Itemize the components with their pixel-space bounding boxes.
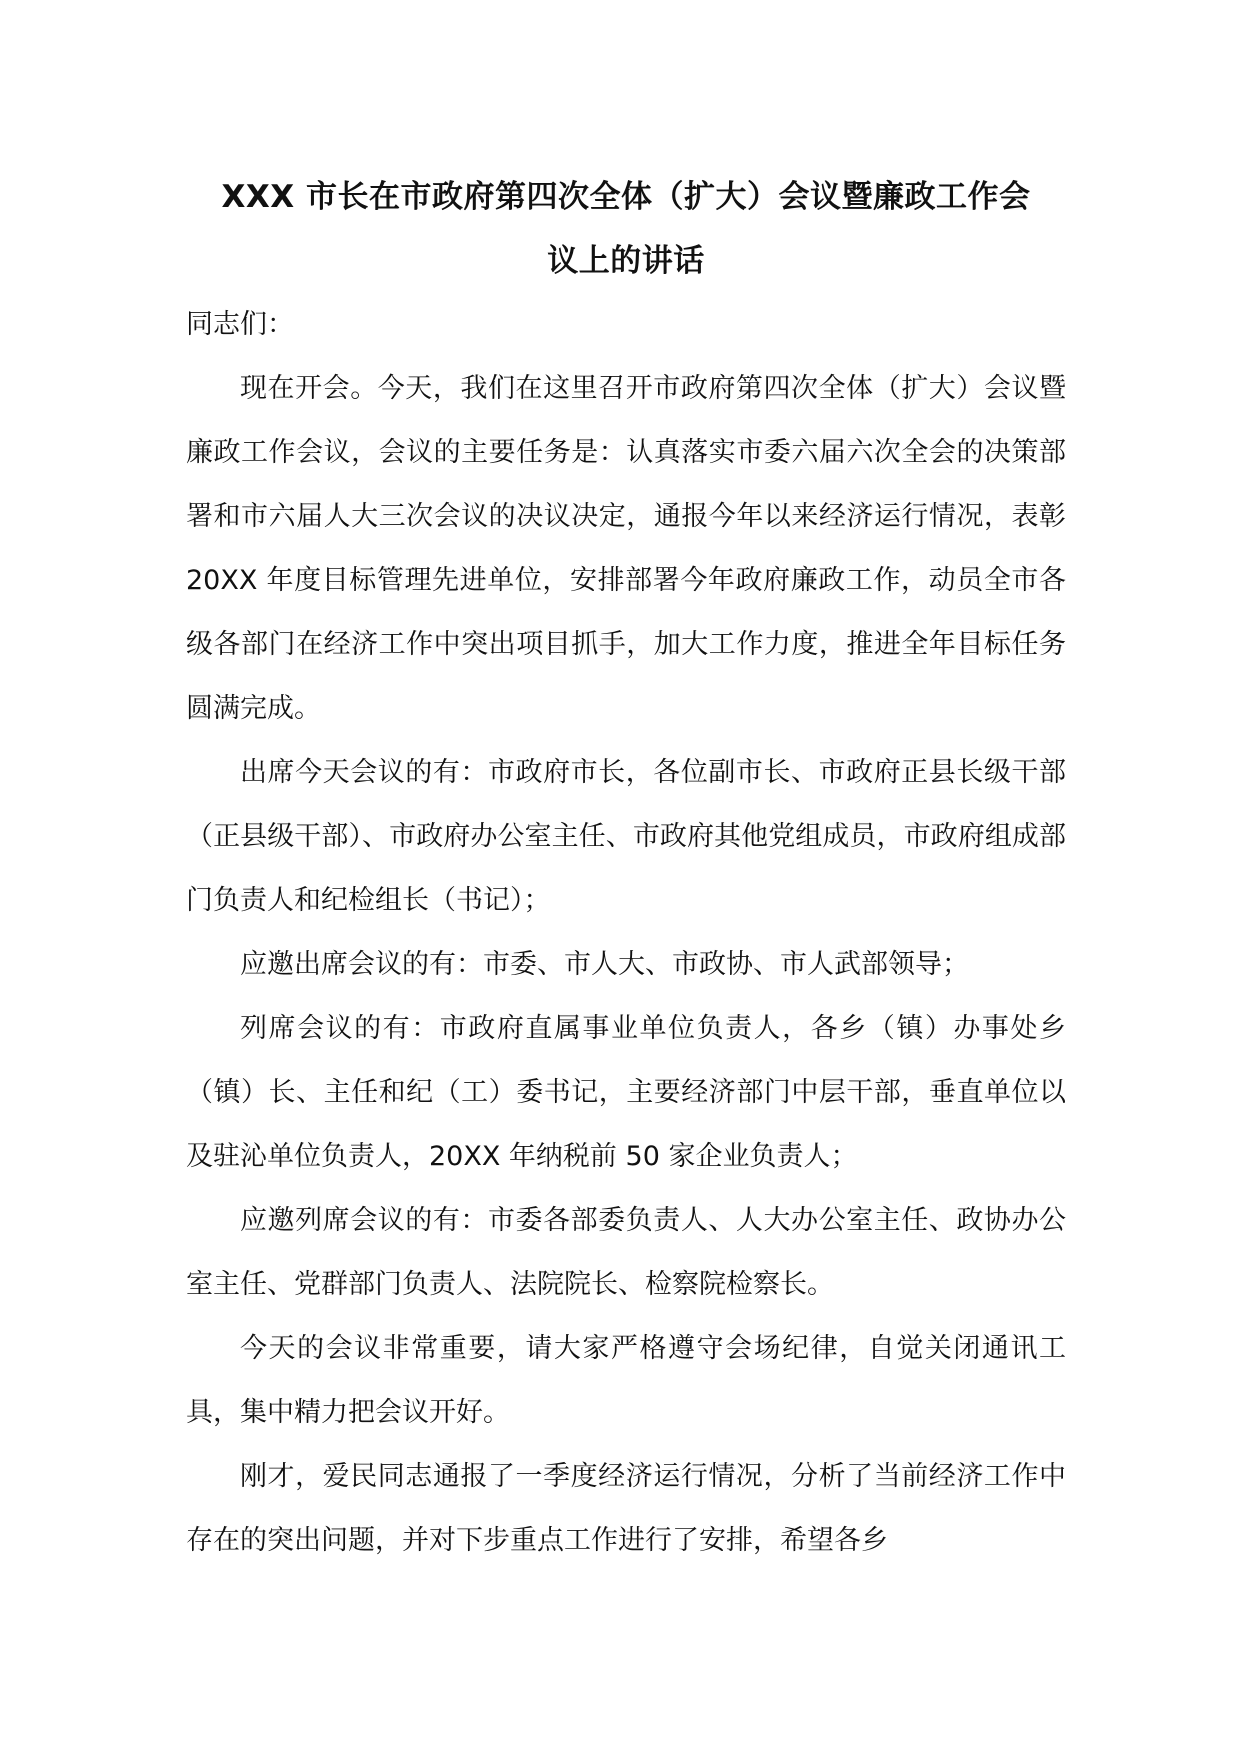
- paragraph-economic-report: 刚才，爱民同志通报了一季度经济运行情况，分析了当前经济工作中存在的突出问题，并对下步重点工作进行了安排，希望各乡: [186, 1461, 1066, 1556]
- salutation: 同志们：: [186, 309, 294, 340]
- paragraph-attendees: 出席今天会议的有：市政府市长，各位副市长、市政府正县长级干部（正县级干部）、市政府办公室主任、市政府其他党组成员，市政府组成部门负责人和纪检组长（书记）；: [186, 757, 1066, 916]
- title-line-1: XXX 市长在市政府第四次全体（扩大）会议暨廉政工作会: [221, 179, 1031, 215]
- document-body: [186, 165, 1066, 1573]
- paragraph-invited-observers: 应邀列席会议的有：市委各部委负责人、人大办公室主任、政协办公室主任、党群部门负责人、法院院长、检察院检察长。: [186, 1205, 1066, 1300]
- paragraph-discipline: 今天的会议非常重要，请大家严格遵守会场纪律，自觉关闭通讯工具，集中精力把会议开好。: [186, 1333, 1066, 1428]
- paragraph-invited-attendees: 应邀出席会议的有：市委、市人大、市政协、市人武部领导；: [240, 949, 969, 980]
- paragraph-opening: 现在开会。今天，我们在这里召开市政府第四次全体（扩大）会议暨廉政工作会议，会议的主要任务是：认真落实市委六届六次全会的决策部署和市六届人大三次会议的决议决定，通报今年以来经济运行情况，表彰 20XX 年度目标管理先进单位，安排部署今年政府廉政工作，动员全市各级各部门在经济工作中突出项目抓手，加大工作力度，推进全年目标任务圆满完成。: [186, 373, 1066, 724]
- document-title: [186, 165, 1066, 293]
- paragraph-observers: 列席会议的有：市政府直属事业单位负责人，各乡（镇）办事处乡（镇）长、主任和纪（工）委书记，主要经济部门中层干部，垂直单位以及驻沁单位负责人，20XX 年纳税前 50 家企业负责人；: [186, 1013, 1066, 1172]
- title-line-2: 议上的讲话: [547, 243, 705, 279]
